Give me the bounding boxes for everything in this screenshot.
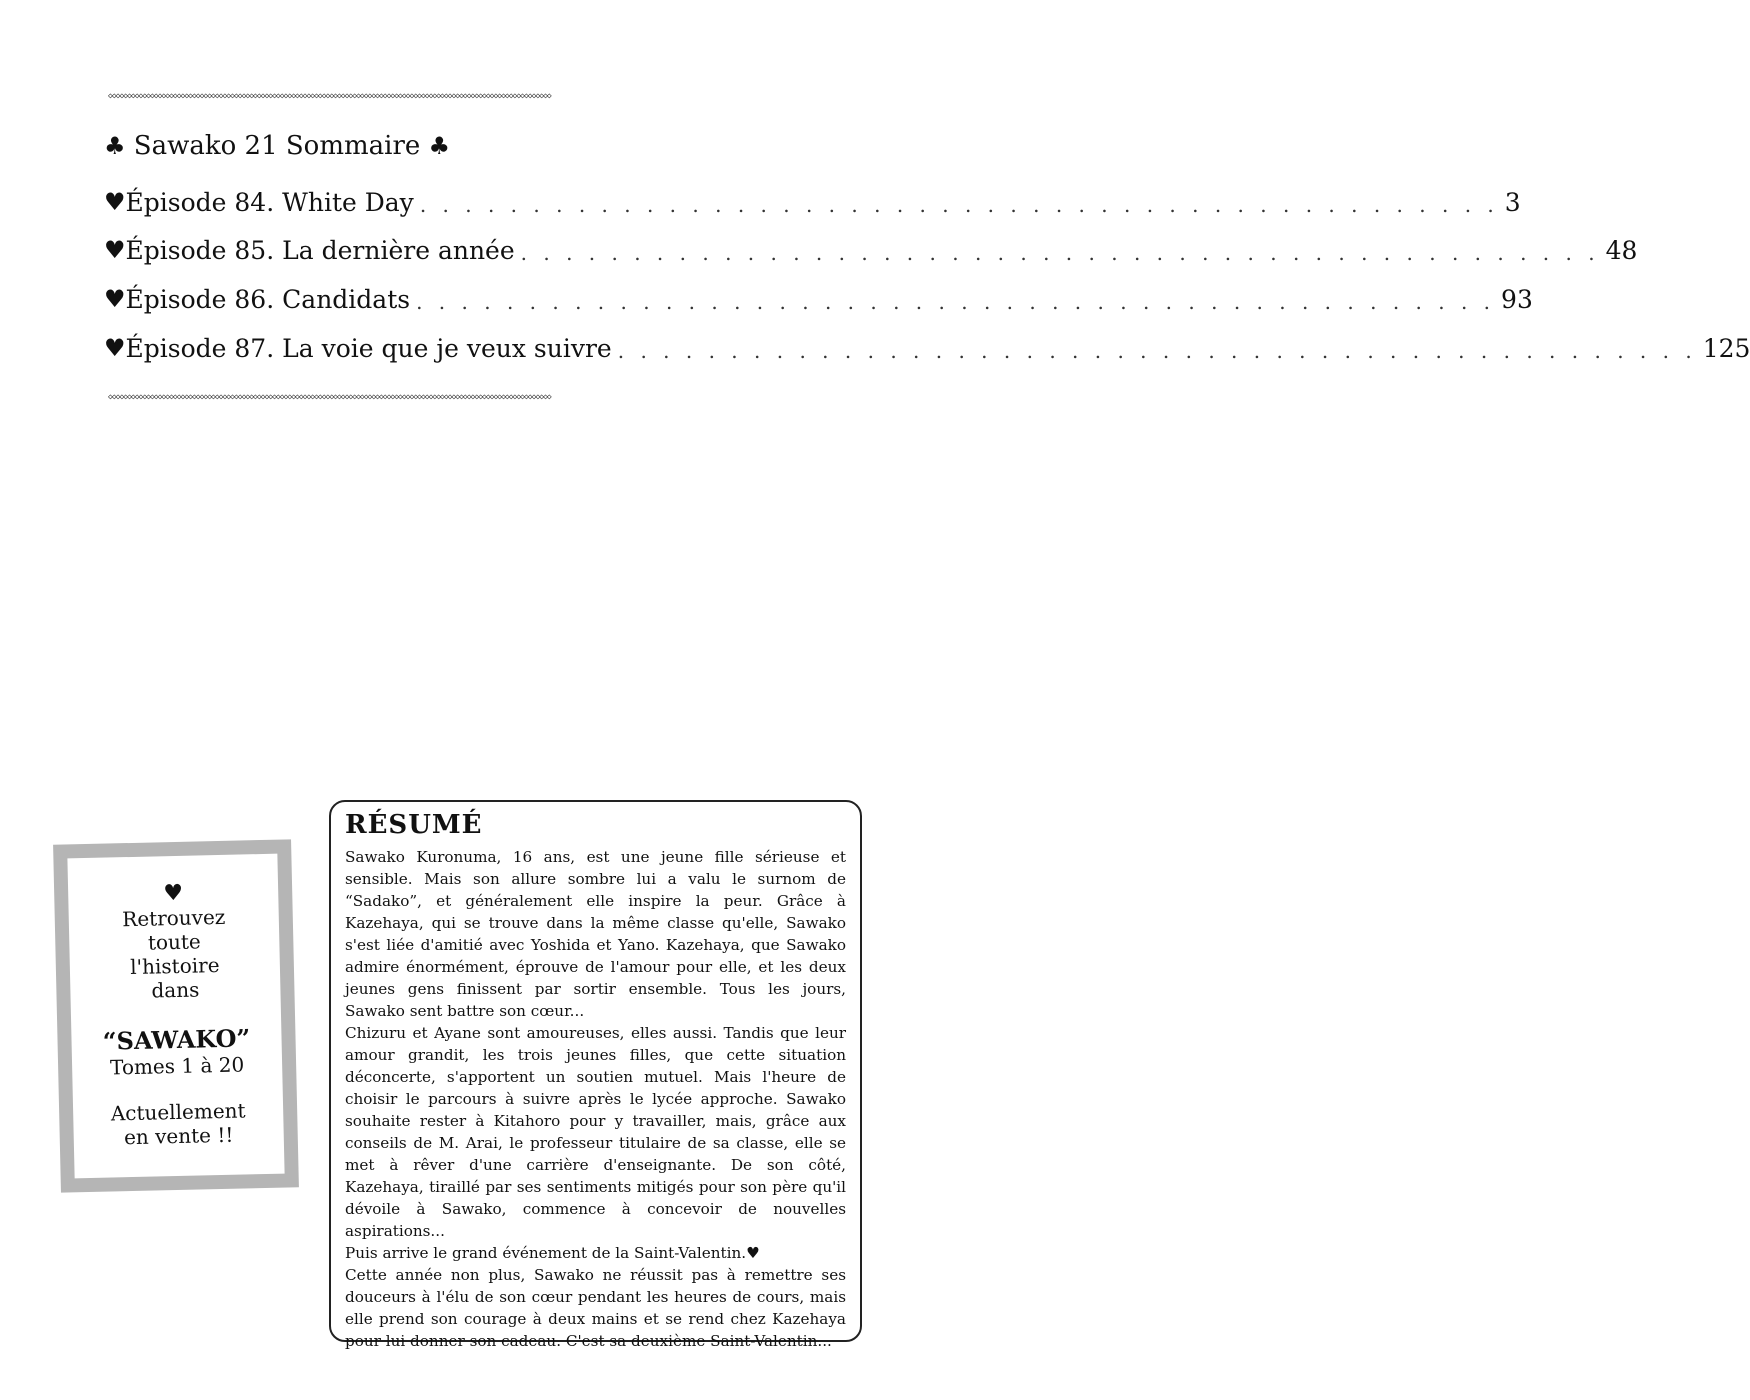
heart-icon: ♥	[104, 285, 126, 313]
episode-page: 125	[1702, 333, 1750, 363]
promo-line: Retrouvez	[121, 904, 226, 932]
episode-title: La voie que je veux suivre	[282, 333, 612, 363]
episode-label: Épisode 85.	[125, 235, 275, 265]
episode-page: 3	[1504, 187, 1521, 217]
promo-sale-line: en vente !!	[123, 1122, 234, 1150]
heart-icon: ♥	[104, 236, 126, 264]
toc-entry	[104, 182, 1521, 222]
toc-entry	[104, 328, 1750, 368]
leader-dots: . . . . . . . . . . . . . . . . . . . . . . . . . . . . . . . . . . . . . . . . . . . . . . . .	[520, 241, 1600, 265]
promo-line: dans	[151, 977, 200, 1003]
diamond-border-top: ◇◇◇◇◇◇◇◇◇◇◇◇◇◇◇◇◇◇◇◇◇◇◇◇◇◇◇◇◇◇◇◇◇◇◇◇◇◇◇◇◇◇◇◇◇◇◇◇◇◇◇◇◇◇◇◇◇◇◇◇◇◇◇◇◇◇◇◇◇◇◇◇◇◇◇◇◇◇◇◇◇◇◇◇◇◇◇◇◇◇◇◇◇◇◇◇◇◇◇◇◇◇◇◇◇◇◇◇◇◇◇◇◇◇◇◇	[108, 91, 551, 100]
toc-title-line	[104, 126, 450, 166]
episode-label: Épisode 84.	[125, 187, 275, 217]
episode-label: Épisode 87.	[125, 333, 275, 363]
leader-dots: . . . . . . . . . . . . . . . . . . . . . . . . . . . . . . . . . . . . . . . . . . . . . . . .	[419, 193, 1499, 217]
summary-paragraph: Sawako Kuronuma, 16 ans, est une jeune fille sérieuse et sensible. Mais son allure sombre lui a valu le surnom de “Sadako”, et généralement elle inspire la peur. Grâce à Kazehaya, qui se trouve dans la même classe qu'elle, Sawako s'est liée d'amitié avec Yoshida et Yano. Kazehaya, que Sawako admire énormément, éprouve de l'amour pour elle, et les deux jeunes gens finissent par sortir ensemble. Tous les jours, Sawako sent battre son cœur...	[345, 848, 846, 1020]
episode-label: Épisode 86.	[125, 284, 275, 314]
episode-title: La dernière année	[282, 235, 515, 265]
promo-line: toute	[147, 929, 202, 955]
promo-series-title: “SAWAKO”	[102, 1023, 251, 1056]
diamond-border-bottom: ◇◇◇◇◇◇◇◇◇◇◇◇◇◇◇◇◇◇◇◇◇◇◇◇◇◇◇◇◇◇◇◇◇◇◇◇◇◇◇◇◇◇◇◇◇◇◇◇◇◇◇◇◇◇◇◇◇◇◇◇◇◇◇◇◇◇◇◇◇◇◇◇◇◇◇◇◇◇◇◇◇◇◇◇◇◇◇◇◇◇◇◇◇◇◇◇◇◇◇◇◇◇◇◇◇◇◇◇◇◇◇◇◇◇◇◇	[108, 392, 551, 401]
summary-heading: RÉSUMÉ	[345, 810, 483, 840]
heart-icon: ♥	[104, 188, 126, 216]
episode-title: White Day	[282, 187, 414, 217]
episode-title: Candidats	[282, 284, 411, 314]
summary-box	[329, 800, 862, 1350]
heart-icon: ♥	[104, 334, 126, 362]
club-icon: ♣	[104, 132, 126, 160]
promo-volumes: Tomes 1 à 20	[109, 1052, 245, 1080]
episode-page: 93	[1501, 284, 1533, 314]
toc-entry	[104, 279, 1533, 319]
promo-sale-line: Actuellement	[110, 1098, 246, 1126]
leader-dots: . . . . . . . . . . . . . . . . . . . . . . . . . . . . . . . . . . . . . . . . . . . . . . . .	[617, 339, 1697, 363]
episode-page: 48	[1605, 235, 1638, 265]
summary-paragraph: Chizuru et Ayane sont amoureuses, elles aussi. Tandis que leur amour grandit, les trois jeunes filles, que cette situation déconcerte, s'apportent un soutien mutuel. Mais l'heure de choisir le parcours à suivre après le lycée approche. Sawako souhaite rester à Kitahoro pour y travailler, mais, grâce aux conseils de M. Arai, le professeur titulaire de sa classe, elle se met à rêver d'une carrière d'enseignante. De son côté, Kazehaya, tiraillé par ses sentiments mitigés pour son père qu'il dévoile à Sawako, commence à concevoir de nouvelles aspirations...	[345, 1024, 846, 1240]
summary-paragraph: Puis arrive le grand événement de la Saint-Valentin.♥	[345, 1244, 760, 1262]
promo-box	[53, 839, 299, 1192]
leader-dots: . . . . . . . . . . . . . . . . . . . . . . . . . . . . . . . . . . . . . . . . . . . . . . . .	[416, 290, 1496, 314]
summary-paragraph: Cette année non plus, Sawako ne réussit pas à remettre ses douceurs à l'élu de son cœur pendant les heures de cours, mais elle prend son courage à deux mains et se rend chez Kazehaya pour lui donner son cadeau. C'est sa deuxième Saint-Valentin...	[345, 1266, 846, 1350]
promo-line: l'histoire	[129, 953, 220, 980]
heart-icon: ♥	[163, 880, 184, 907]
club-icon: ♣	[428, 132, 451, 160]
toc-title: Sawako 21 Sommaire	[133, 131, 421, 161]
toc-entry	[104, 230, 1638, 270]
